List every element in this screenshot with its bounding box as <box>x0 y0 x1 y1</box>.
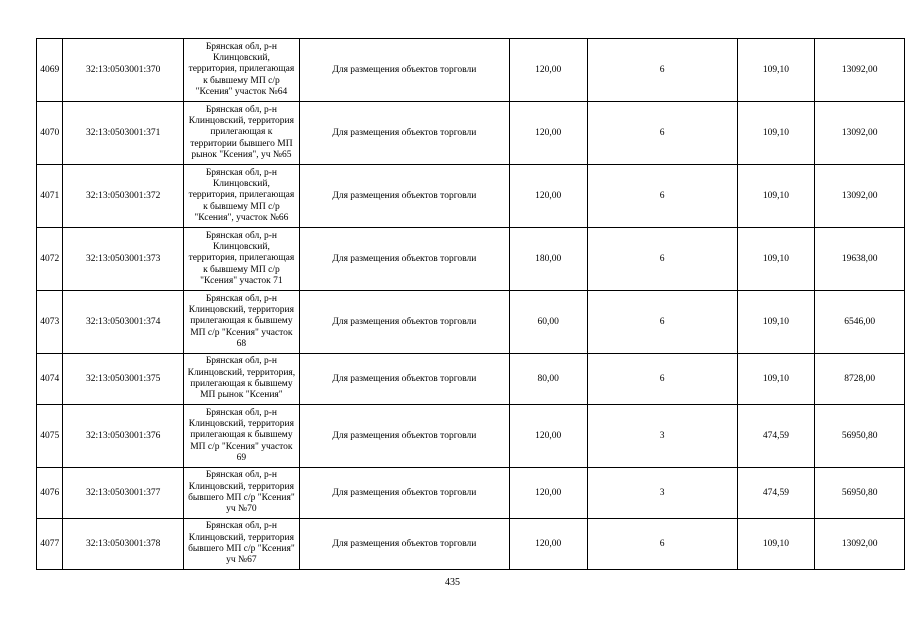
land-use-purpose: Для размещения объектов торговли <box>299 39 509 102</box>
page-number: 435 <box>445 577 460 588</box>
specific-value: 109,10 <box>737 291 815 354</box>
cadastral-number: 32:13:0503001:374 <box>63 291 184 354</box>
land-use-purpose: Для размещения объектов торговли <box>299 165 509 228</box>
table-row <box>37 405 905 468</box>
area: 60,00 <box>509 291 587 354</box>
group-number: 6 <box>587 102 737 165</box>
area: 80,00 <box>509 354 587 405</box>
address: Брянская обл, р-н Клинцовский, территория, прилегающая к бывшему МП рынок "Ксения" <box>183 354 299 405</box>
address: Брянская обл, р-н Клинцовский, территория бывшего МП с/р "Ксения" уч №70 <box>183 468 299 519</box>
row-number: 4070 <box>37 102 63 165</box>
area: 180,00 <box>509 228 587 291</box>
area: 120,00 <box>509 519 587 570</box>
row-number: 4073 <box>37 291 63 354</box>
group-number: 6 <box>587 354 737 405</box>
area: 120,00 <box>509 405 587 468</box>
table-row <box>37 519 905 570</box>
group-number: 6 <box>587 228 737 291</box>
cadastral-number: 32:13:0503001:377 <box>63 468 184 519</box>
cadastral-value: 56950,80 <box>815 405 905 468</box>
area: 120,00 <box>509 39 587 102</box>
land-use-purpose: Для размещения объектов торговли <box>299 468 509 519</box>
land-use-purpose: Для размещения объектов торговли <box>299 519 509 570</box>
cadastral-value: 13092,00 <box>815 102 905 165</box>
table-row <box>37 354 905 405</box>
row-number: 4074 <box>37 354 63 405</box>
specific-value: 109,10 <box>737 102 815 165</box>
table-row <box>37 468 905 519</box>
cadastral-value: 6546,00 <box>815 291 905 354</box>
cadastral-number: 32:13:0503001:376 <box>63 405 184 468</box>
row-number: 4072 <box>37 228 63 291</box>
cadastral-number: 32:13:0503001:370 <box>63 39 184 102</box>
land-registry-table <box>36 38 905 570</box>
cadastral-value: 13092,00 <box>815 165 905 228</box>
specific-value: 109,10 <box>737 354 815 405</box>
cadastral-value: 19638,00 <box>815 228 905 291</box>
area: 120,00 <box>509 165 587 228</box>
address: Брянская обл, р-н Клинцовский, территория прилегающая к бывшему МП с/р "Ксения" участок 69 <box>183 405 299 468</box>
land-use-purpose: Для размещения объектов торговли <box>299 291 509 354</box>
table-row <box>37 39 905 102</box>
cadastral-value: 13092,00 <box>815 39 905 102</box>
group-number: 6 <box>587 519 737 570</box>
row-number: 4075 <box>37 405 63 468</box>
specific-value: 109,10 <box>737 165 815 228</box>
address: Брянская обл, р-н Клинцовский, территория прилегающая к территории бывшего МП рынок "Ксения", уч №65 <box>183 102 299 165</box>
land-use-purpose: Для размещения объектов торговли <box>299 228 509 291</box>
specific-value: 109,10 <box>737 519 815 570</box>
table-row <box>37 228 905 291</box>
specific-value: 109,10 <box>737 228 815 291</box>
land-use-purpose: Для размещения объектов торговли <box>299 405 509 468</box>
table-row <box>37 291 905 354</box>
row-number: 4077 <box>37 519 63 570</box>
row-number: 4076 <box>37 468 63 519</box>
group-number: 3 <box>587 468 737 519</box>
specific-value: 474,59 <box>737 405 815 468</box>
area: 120,00 <box>509 468 587 519</box>
cadastral-number: 32:13:0503001:371 <box>63 102 184 165</box>
cadastral-number: 32:13:0503001:373 <box>63 228 184 291</box>
address: Брянская обл, р-н Клинцовский, территория бывшего МП с/р "Ксения" уч №67 <box>183 519 299 570</box>
cadastral-number: 32:13:0503001:375 <box>63 354 184 405</box>
address: Брянская обл, р-н Клинцовский, территория, прилегающая к бывшему МП с/р "Ксения" участок №64 <box>183 39 299 102</box>
cadastral-value: 13092,00 <box>815 519 905 570</box>
address: Брянская обл, р-н Клинцовский, территория, прилегающая к бывшему МП с/р "Ксения" участок 71 <box>183 228 299 291</box>
group-number: 6 <box>587 165 737 228</box>
table-row <box>37 102 905 165</box>
specific-value: 109,10 <box>737 39 815 102</box>
area: 120,00 <box>509 102 587 165</box>
cadastral-number: 32:13:0503001:372 <box>63 165 184 228</box>
group-number: 3 <box>587 405 737 468</box>
row-number: 4069 <box>37 39 63 102</box>
group-number: 6 <box>587 39 737 102</box>
cadastral-value: 56950,80 <box>815 468 905 519</box>
land-use-purpose: Для размещения объектов торговли <box>299 102 509 165</box>
address: Брянская обл, р-н Клинцовский, территория прилегающая к бывшему МП с/р "Ксения" участок 68 <box>183 291 299 354</box>
table-row <box>37 165 905 228</box>
address: Брянская обл, р-н Клинцовский, территория, прилегающая к бывшему МП с/р "Ксения", участок №66 <box>183 165 299 228</box>
specific-value: 474,59 <box>737 468 815 519</box>
row-number: 4071 <box>37 165 63 228</box>
group-number: 6 <box>587 291 737 354</box>
cadastral-number: 32:13:0503001:378 <box>63 519 184 570</box>
cadastral-value: 8728,00 <box>815 354 905 405</box>
land-use-purpose: Для размещения объектов торговли <box>299 354 509 405</box>
